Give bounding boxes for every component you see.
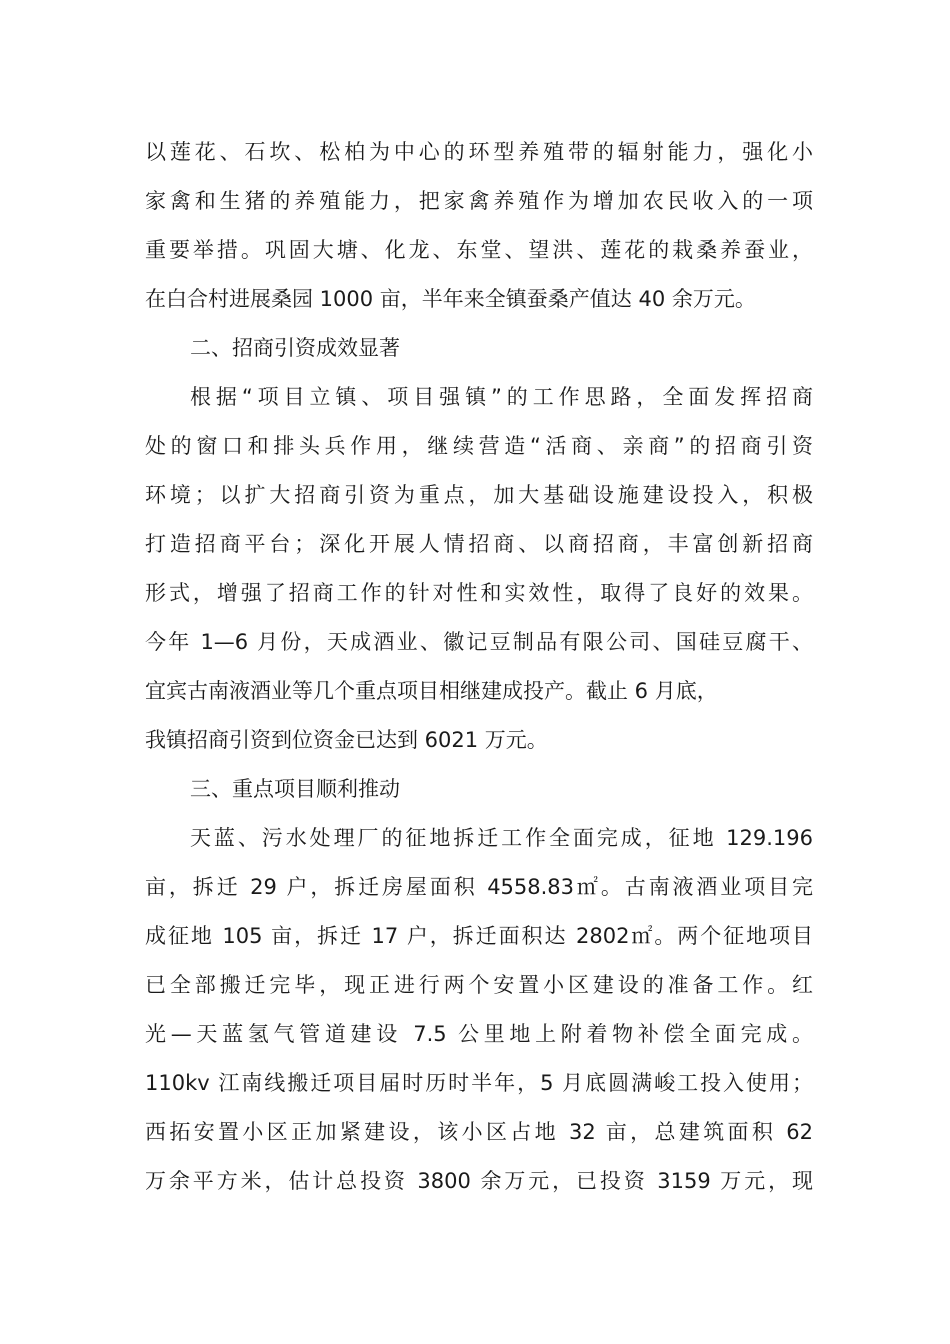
text-line: 重要举措。巩固大塘、化龙、东堂、望洪、莲花的栽桑养蚕业， <box>145 238 813 262</box>
text-line: 处的窗口和排头兵作用，继续营造“活商、亲商”的招商引资 <box>145 434 813 458</box>
text-line: 我镇招商引资到位资金已达到 6021 万元。 <box>145 728 548 752</box>
text-line: 万余平方米，估计总投资 3800 余万元，已投资 3159 万元，现 <box>145 1169 813 1193</box>
section-heading: 二、招商引资成效显著 <box>190 336 400 360</box>
text-line: 形式，增强了招商工作的针对性和实效性，取得了良好的效果。 <box>145 581 813 605</box>
text-line: 110kv 江南线搬迁项目届时历时半年，5 月底圆满峻工投入使用； <box>145 1071 813 1095</box>
text-line: 环境；以扩大招商引资为重点，加大基础设施建设投入，积极 <box>145 483 813 507</box>
text-line: 根据“项目立镇、项目强镇”的工作思路，全面发挥招商 <box>190 385 813 409</box>
text-line: 今年 1—6 月份，天成酒业、徽记豆制品有限公司、国硅豆腐干、 <box>145 630 813 654</box>
text-line: 宜宾古南液酒业等几个重点项目相继建成投产。截止 6 月底， <box>145 679 718 703</box>
text-line: 成征地 105 亩，拆迁 17 户，拆迁面积达 2802㎡。两个征地项目 <box>145 924 813 948</box>
text-line: 家禽和生猪的养殖能力，把家禽养殖作为增加农民收入的一项 <box>145 189 813 213</box>
text-line: 西拓安置小区正加紧建设，该小区占地 32 亩，总建筑面积 62 <box>145 1120 813 1144</box>
document-body <box>145 128 813 1206</box>
text-line: 光—天蓝氢气管道建设 7.5 公里地上附着物补偿全面完成。 <box>145 1022 813 1046</box>
text-line: 亩，拆迁 29 户，拆迁房屋面积 4558.83㎡。古南液酒业项目完 <box>145 875 813 899</box>
text-line: 打造招商平台；深化开展人情招商、以商招商，丰富创新招商 <box>145 532 813 556</box>
text-line: 天蓝、污水处理厂的征地拆迁工作全面完成，征地 129.196 <box>190 826 813 850</box>
section-heading: 三、重点项目顺利推动 <box>190 777 400 801</box>
text-line: 已全部搬迁完毕，现正进行两个安置小区建设的准备工作。红 <box>145 973 813 997</box>
text-line: 在白合村进展桑园 1000 亩，半年来全镇蚕桑产值达 40 余万元。 <box>145 287 756 311</box>
text-line: 以莲花、石坎、松柏为中心的环型养殖带的辐射能力，强化小 <box>145 140 813 164</box>
